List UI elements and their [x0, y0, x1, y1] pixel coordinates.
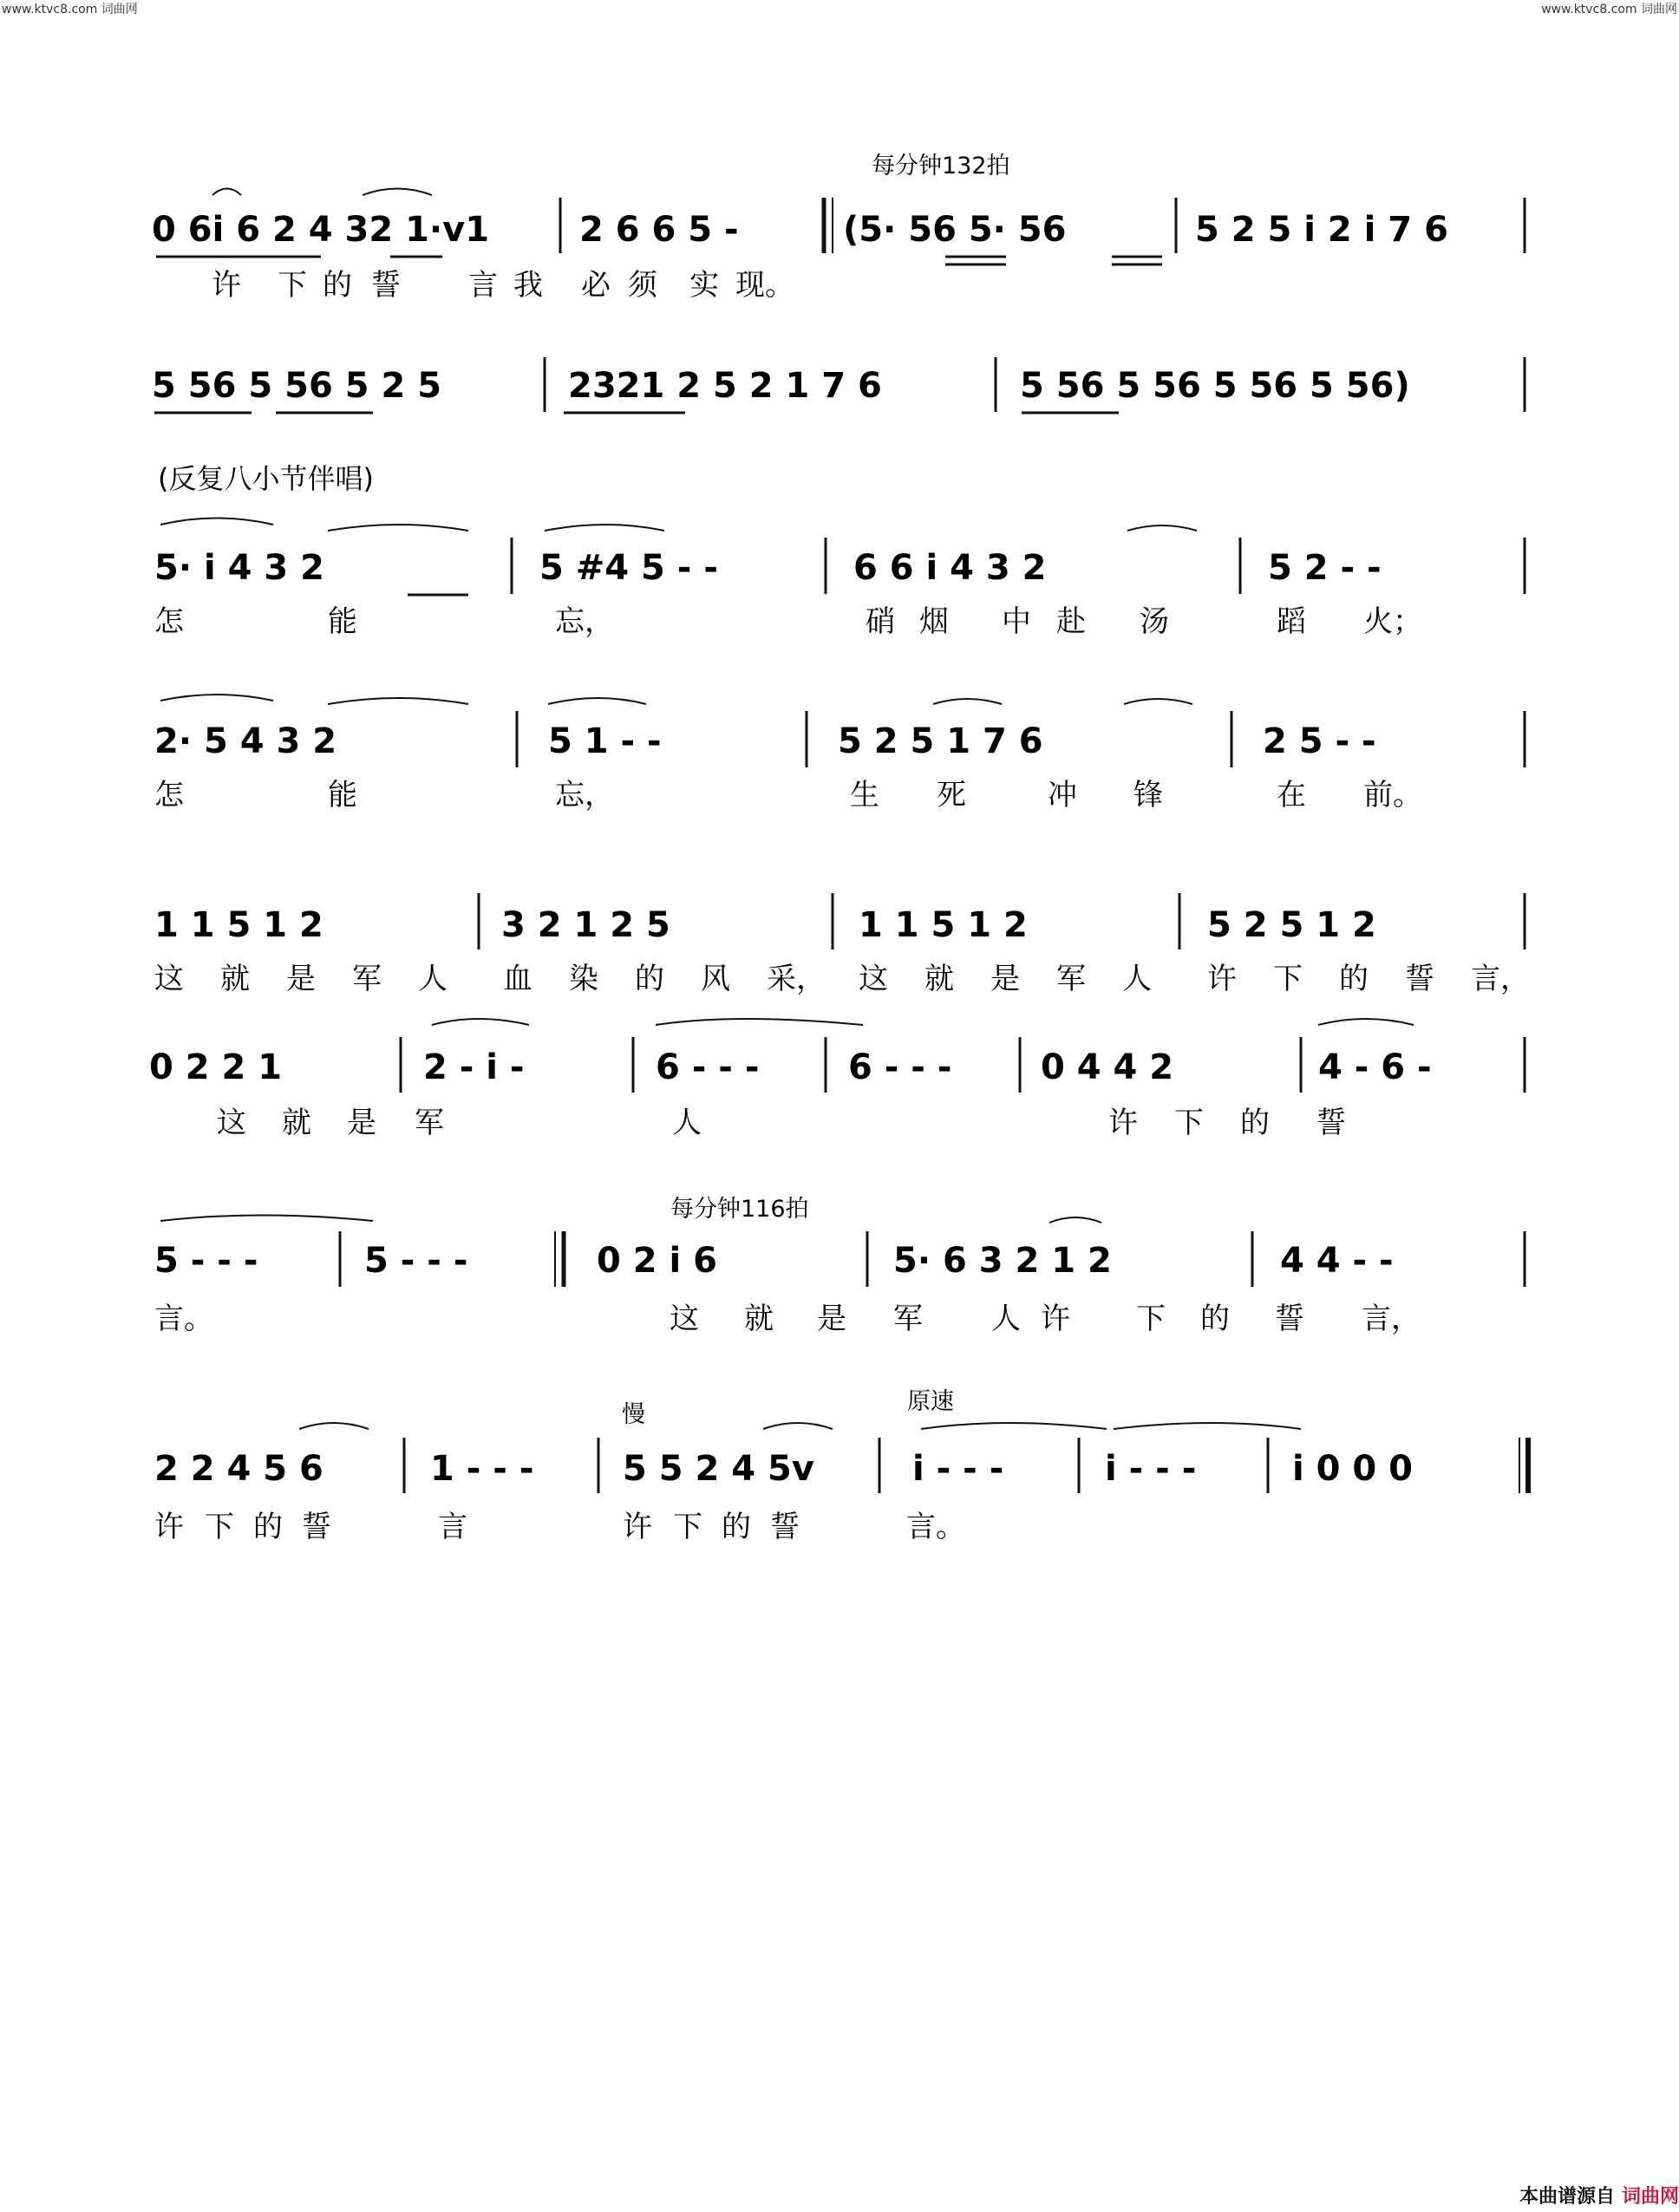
brand-label: 词曲网: [1621, 2186, 1679, 2208]
source-text: 本曲谱源自: [1519, 2186, 1615, 2208]
lyric-syllable: 这: [154, 962, 184, 996]
site-watermark-right: www.ktvc8.com 词曲网: [1541, 3, 1677, 16]
lyric-syllable: 下: [1174, 1106, 1204, 1140]
lyric-syllable: 人: [418, 962, 448, 996]
lyric-syllable: 锋: [1133, 778, 1163, 812]
lyric-syllable: 赴: [1056, 604, 1086, 639]
lyric-syllable: 人: [991, 1302, 1021, 1336]
lyric-syllable: 实: [689, 268, 719, 303]
lyric-syllable: 的: [1339, 962, 1369, 996]
staff-line-6: [149, 1019, 1525, 1093]
lyric-syllable: 蹈: [1277, 604, 1306, 639]
measure: 2 5 - -: [1263, 721, 1376, 761]
lyric-syllable: 就: [924, 962, 954, 996]
lyric-syllable: 是: [347, 1106, 376, 1140]
staff-line-2: [152, 357, 1525, 413]
lyric-syllable: 就: [744, 1302, 774, 1336]
measure: 4 - 6 -: [1318, 1047, 1432, 1087]
tempo-mark-116: 每分钟116拍: [670, 1196, 809, 1223]
lyric-syllable: 下: [205, 1510, 234, 1544]
lyrics-line-1: [212, 268, 794, 303]
measure: i 0 0 0: [1292, 1449, 1413, 1489]
lyric-syllable: 军: [1056, 962, 1086, 996]
lyric-syllable: 风: [701, 962, 730, 996]
measure: 5· 6 3 2 1 2: [893, 1241, 1112, 1281]
lyric-syllable: 冲: [1048, 778, 1077, 812]
lyrics-line-5: [154, 962, 1530, 996]
lyric-syllable: 能: [328, 604, 357, 639]
slur-marks: [299, 1423, 1301, 1429]
tempo-mark-slow: 慢: [622, 1401, 645, 1428]
lyric-syllable: 怎: [154, 778, 184, 812]
repeat-accompaniment-note: (反复八小节伴唱): [158, 462, 374, 495]
lyric-syllable: 我: [513, 268, 543, 303]
lyric-syllable: 许: [623, 1510, 652, 1544]
lyric-syllable: 军: [415, 1106, 444, 1140]
lyric-syllable: 的: [722, 1510, 751, 1544]
lyric-syllable: 言: [468, 268, 498, 303]
lyric-syllable: 许: [1207, 962, 1237, 996]
lyric-syllable: 这: [217, 1106, 246, 1140]
measure: 5 56 5 56 5 56 5 56): [1020, 366, 1410, 406]
staff-line-5: [154, 893, 1525, 949]
lyric-syllable: 硝: [866, 604, 895, 639]
measure: 5 56 5 56 5 2 5: [152, 366, 442, 406]
lyric-syllable: 这: [670, 1302, 699, 1336]
measure: i - - -: [912, 1449, 1004, 1489]
lyric-syllable: 下: [673, 1510, 702, 1544]
lyric-syllable: 必: [581, 268, 611, 303]
measure: 6 6 i 4 3 2: [853, 548, 1047, 588]
measure: 5 2 5 1 7 6: [838, 721, 1043, 761]
lyric-syllable: 誓: [1405, 962, 1434, 996]
lyrics-line-4: [154, 778, 1422, 812]
lyric-syllable: 前。: [1363, 778, 1422, 812]
measure: 1 1 5 1 2: [859, 905, 1028, 945]
lyric-syllable: 言。: [906, 1510, 965, 1544]
measure: 0 2 2 1: [149, 1047, 283, 1087]
lyric-syllable: 是: [817, 1302, 846, 1336]
lyric-syllable: 采，: [767, 962, 826, 996]
measure: 5 2 - -: [1268, 548, 1382, 588]
lyric-syllable: 就: [282, 1106, 311, 1140]
lyric-syllable: 的: [1200, 1302, 1230, 1336]
lyric-syllable: 的: [253, 1510, 283, 1544]
measure: 2· 5 4 3 2: [154, 721, 337, 761]
lyric-syllable: 下: [278, 268, 307, 303]
measure: 6 - - -: [848, 1047, 952, 1087]
lyric-syllable: 这: [859, 962, 888, 996]
lyric-syllable: 就: [220, 962, 250, 996]
lyric-syllable: 言。: [154, 1302, 213, 1336]
lyric-syllable: 下: [1273, 962, 1303, 996]
measure: 2 2 4 5 6: [154, 1449, 323, 1489]
lyric-syllable: 中: [1002, 604, 1031, 639]
lyric-syllable: 下: [1136, 1302, 1166, 1336]
lyric-syllable: 许: [1108, 1106, 1138, 1140]
site-watermark-left: www.ktvc8.com 词曲网: [2, 3, 138, 16]
lyric-syllable: 血: [503, 962, 532, 996]
measure: i - - -: [1105, 1449, 1197, 1489]
lyric-syllable: 誓: [1275, 1302, 1304, 1336]
lyric-syllable: 人: [1122, 962, 1152, 996]
measure: 5 2 5 1 2: [1207, 905, 1376, 945]
lyric-syllable: 怎: [154, 604, 184, 639]
lyrics-line-3: [154, 604, 1422, 639]
measure: 2 - i -: [423, 1047, 525, 1087]
measure: 5 2 5 i 2 i 7 6: [1195, 210, 1448, 250]
lyric-syllable: 誓: [302, 1510, 331, 1544]
staff-line-8: [154, 1423, 1528, 1493]
measure: 0 6i 6 2 4 32 1·v1: [152, 210, 490, 250]
slur-marks: [160, 519, 1197, 532]
source-footer: [1519, 2182, 1679, 2209]
lyric-syllable: 现。: [735, 268, 794, 303]
staff-line-4: [154, 695, 1525, 767]
lyric-syllable: 染: [569, 962, 598, 996]
measure: 5 - - -: [154, 1241, 258, 1281]
measure: 6 - - -: [656, 1047, 760, 1087]
lyric-syllable: 是: [990, 962, 1020, 996]
measure: 5 #4 5 - -: [539, 548, 718, 588]
lyric-syllable: 汤: [1140, 604, 1169, 639]
measure: 2321 2 5 2 1 7 6: [568, 366, 882, 406]
lyric-syllable: 须: [628, 268, 657, 303]
lyric-syllable: 生: [850, 778, 879, 812]
staff-line-7: [154, 1216, 1525, 1288]
lyric-syllable: 烟: [919, 604, 949, 639]
measure: 0 2 i 6: [597, 1241, 717, 1281]
lyrics-line-7: [154, 1302, 1421, 1336]
lyric-syllable: 誓: [770, 1510, 800, 1544]
lyric-syllable: 火；: [1363, 604, 1422, 639]
lyric-syllable: 誓: [371, 268, 401, 303]
lyric-syllable: 人: [672, 1106, 702, 1140]
measure: 5 1 - -: [548, 721, 662, 761]
lyric-syllable: 死: [937, 778, 966, 812]
measure: 1 - - -: [430, 1449, 534, 1489]
measure: 2 6 6 5 -: [579, 210, 739, 250]
lyric-syllable: 能: [328, 778, 357, 812]
tempo-mark-original: 原速: [907, 1388, 954, 1415]
lyric-syllable: 是: [286, 962, 316, 996]
lyric-syllable: 的: [635, 962, 664, 996]
lyric-syllable: 言，: [1362, 1302, 1421, 1336]
slur-marks: [432, 1019, 1414, 1025]
measure: 4 4 - -: [1280, 1241, 1394, 1281]
tempo-mark-132: 每分钟132拍: [872, 153, 1010, 179]
lyric-syllable: 许: [154, 1510, 184, 1544]
lyric-syllable: 的: [323, 268, 352, 303]
measure: 5· i 4 3 2: [154, 548, 324, 588]
lyric-syllable: 的: [1240, 1106, 1270, 1140]
lyric-syllable: 言: [438, 1510, 467, 1544]
lyric-syllable: 忘，: [555, 778, 614, 812]
measure: 0 4 4 2: [1041, 1047, 1174, 1087]
lyric-syllable: 军: [352, 962, 382, 996]
measure: (5· 56 5· 56: [843, 210, 1067, 250]
lyrics-line-6: [217, 1106, 1346, 1140]
lyric-syllable: 在: [1277, 778, 1306, 812]
lyrics-line-8: [154, 1510, 965, 1544]
lyric-syllable: 忘，: [555, 604, 614, 639]
staff-line-1: [152, 189, 1525, 265]
measure: 5 - - -: [364, 1241, 468, 1281]
slur-marks: [160, 1216, 1101, 1223]
measure: 1 1 5 1 2: [154, 905, 323, 945]
slur-marks: [160, 695, 1192, 704]
slur-marks: [212, 189, 432, 196]
measure: 5 5 2 4 5v: [623, 1449, 814, 1489]
lyric-syllable: 言，: [1471, 962, 1530, 996]
lyric-syllable: 许: [212, 268, 241, 303]
lyric-syllable: 誓: [1316, 1106, 1346, 1140]
staff-line-3: [154, 519, 1525, 596]
measure: 3 2 1 2 5: [501, 905, 670, 945]
lyric-syllable: 许: [1041, 1302, 1070, 1336]
lyric-syllable: 军: [893, 1302, 923, 1336]
